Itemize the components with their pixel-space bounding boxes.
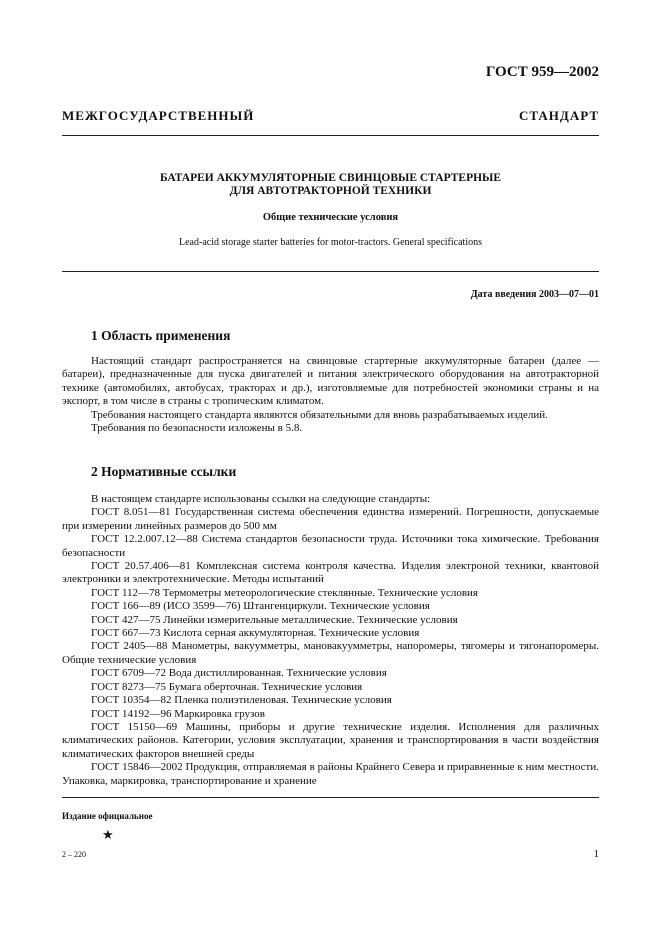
section-1-paragraph: Настоящий стандарт распространяется на свинцовые стартерные аккумуляторные батареи (далее — батареи), предназначенные для пуска двигателей и питания электрического оборудования на автотракторной технике (автомобилях, автобусах, тракторах и др.), изготовляемые для потребностей экономики страны и на экспорт, в том числе в страны с тропическим климатом. <box>62 355 599 408</box>
reference-item: ГОСТ 10354—82 Пленка полиэтиленовая. Технические условия <box>91 694 392 707</box>
title-line-1: БАТАРЕИ АККУМУЛЯТОРНЫЕ СВИНЦОВЫЕ СТАРТЕРНЫЕ <box>159 172 502 184</box>
reference-item: ГОСТ 2405—88 Манометры, вакуумметры, мановакуумметры, напоромеры, тягомеры и тягонапоромеры. Общие технические условия <box>62 640 599 666</box>
reference-item: ГОСТ 8.051—81 Государственная система обеспечения единства измерений. Погрешности, допускаемые при измерении линейных размеров до 500 мм <box>62 506 599 532</box>
document-title <box>62 172 599 198</box>
star-icon: ★ <box>102 827 114 842</box>
top-divider <box>62 135 599 136</box>
document-code: ГОСТ 959—2002 <box>485 64 599 80</box>
reference-item: ГОСТ 12.2.007.12—88 Система стандартов безопасности труда. Источники тока химические. Требования безопасности <box>62 533 599 559</box>
section-1-body <box>62 355 599 435</box>
reference-item: ГОСТ 8273—75 Бумага оберточная. Технические условия <box>91 680 363 693</box>
introduction-date: Дата введения 2003—07—01 <box>470 289 599 300</box>
section-1-paragraph: Требования настоящего стандарта являются обязательными для вновь разрабатываемых изделий. <box>91 408 548 421</box>
section-1-paragraph: Требования по безопасности изложены в 5.8. <box>91 422 303 435</box>
section-2-body <box>62 493 599 788</box>
reference-item: ГОСТ 112—78 Термометры метеорологические стеклянные. Технические условия <box>91 586 478 599</box>
title-line-2: ДЛЯ АВТОТРАКТОРНОЙ ТЕХНИКИ <box>229 185 432 197</box>
document-subtitle: Общие технические условия <box>262 212 399 223</box>
interstate-standard-banner: МЕЖГОСУДАРСТВЕННЫЙ СТАНДАРТ <box>62 108 599 123</box>
english-title: Lead-acid storage starter batteries for motor-tractors. General specifications <box>179 237 482 248</box>
reference-intro: В настоящем стандарте использованы ссылки на следующие стандарты: <box>91 493 431 505</box>
reference-item: ГОСТ 667—73 Кислота серная аккумуляторная. Технические условия <box>91 627 420 640</box>
footer-divider <box>62 797 599 798</box>
print-code: 2 – 220 <box>62 850 86 859</box>
middle-divider <box>62 271 599 272</box>
section-2-heading: 2 Нормативные ссылки <box>91 464 237 479</box>
reference-item: ГОСТ 15846—2002 Продукция, отправляемая в районы Крайнего Севера и приравненные к ним местности. Упаковка, маркировка, транспортирование и хранение <box>62 761 599 787</box>
reference-item: ГОСТ 6709—72 Вода дистиллированная. Технические условия <box>91 667 387 680</box>
page-number: 1 <box>593 848 599 860</box>
reference-item: ГОСТ 166—89 (ИСО 3599—76) Штангенциркули. Технические условия <box>91 600 430 613</box>
reference-item: ГОСТ 14192—96 Маркировка грузов <box>91 707 265 720</box>
section-1-heading: 1 Область применения <box>91 328 231 343</box>
reference-item: ГОСТ 15150—69 Машины, приборы и другие технические изделия. Исполнения для различных климатических районов. Категории, условия эксплуатации, хранения и транспортирования в части воздействия климатических факторов внешней среды <box>62 720 599 760</box>
reference-item: ГОСТ 427—75 Линейки измерительные металлические. Технические условия <box>91 613 458 626</box>
reference-item: ГОСТ 20.57.406—81 Комплексная система контроля качества. Изделия электроной техники, квантовой электроники и электротехнические. Методы испытаний <box>62 560 599 586</box>
official-edition-label: Издание официальное <box>62 811 153 821</box>
